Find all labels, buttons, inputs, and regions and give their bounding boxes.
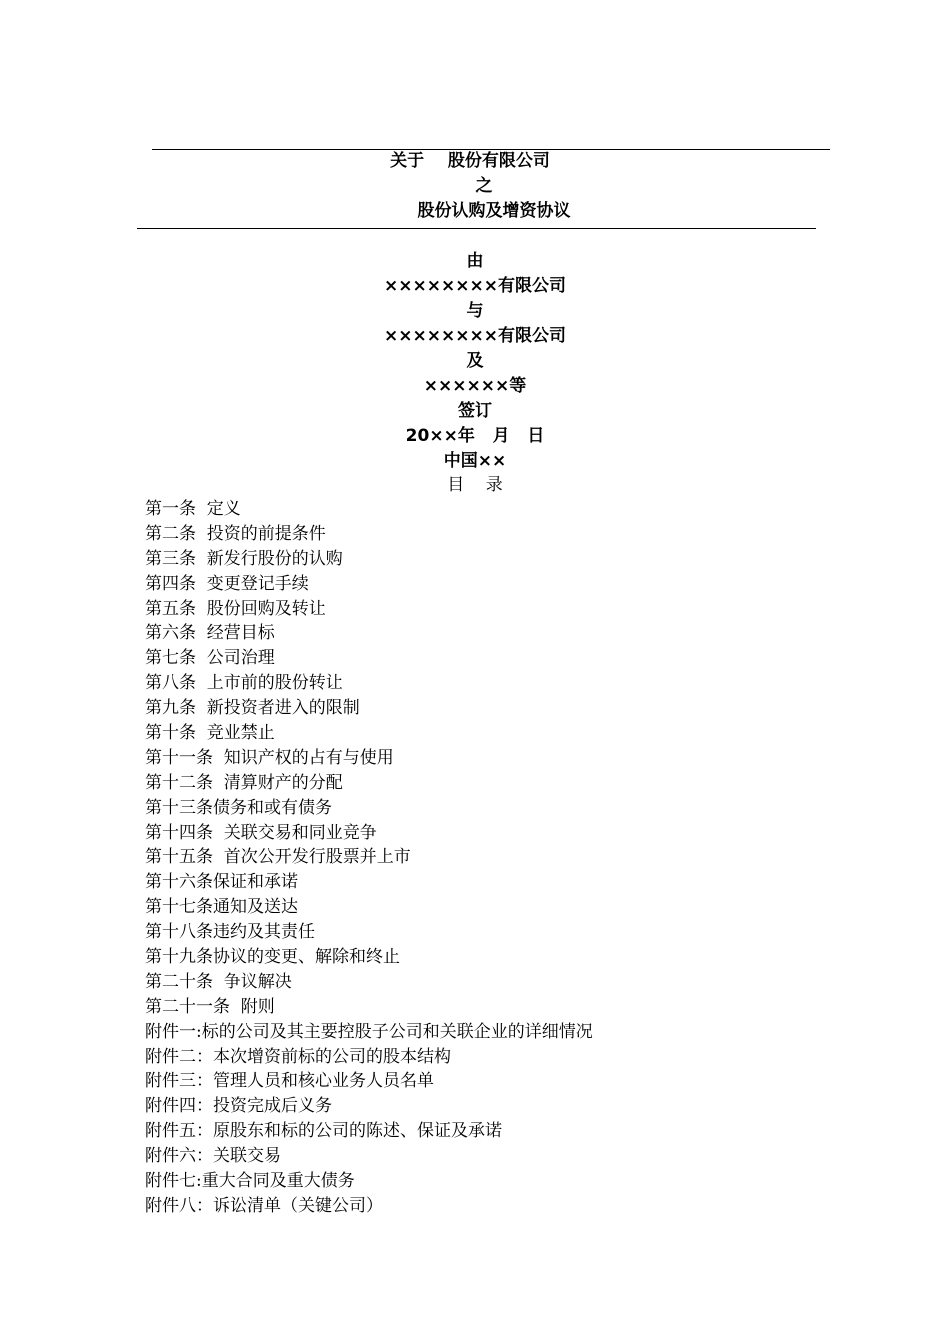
toc-item: 第十二条 清算财产的分配 (145, 772, 343, 793)
toc-heading: 目 录 (447, 475, 503, 495)
toc-item: 第十三条债务和或有债务 (145, 797, 332, 818)
title-bottom-rule (137, 228, 816, 229)
toc-item: 第十七条通知及送达 (145, 897, 298, 918)
toc-item: 第十条 竞业禁止 (145, 723, 275, 744)
title-line-1: 关于 股份有限公司 (390, 151, 550, 171)
toc-item: 第九条 新投资者进入的限制 (145, 698, 360, 719)
and-label: 与 (466, 301, 484, 321)
signing-place: 中国×× (443, 451, 507, 471)
toc-item: 附件一:标的公司及其主要控股子公司和关联企业的详细情况 (145, 1021, 593, 1042)
toc-item: 附件六：关联交易 (145, 1146, 281, 1167)
table-of-contents (145, 497, 593, 1219)
signing-date: 20××年 月 日 (405, 426, 545, 446)
also-label: 及 (466, 351, 484, 371)
toc-item: 第十八条违约及其责任 (145, 922, 315, 943)
toc-item: 第十六条保证和承诺 (145, 872, 298, 893)
toc-item: 第十五条 首次公开发行股票并上市 (145, 847, 411, 868)
toc-item: 附件三：管理人员和核心业务人员名单 (145, 1071, 434, 1092)
toc-item: 第六条 经营目标 (145, 623, 275, 644)
toc-item: 第二十一条 附则 (145, 996, 275, 1017)
toc-item: 第一条 定义 (145, 499, 241, 519)
title-line-2: 之 (475, 176, 493, 196)
toc-item: 第三条 新发行股份的认购 (145, 548, 343, 569)
toc-item: 第十九条协议的变更、解除和终止 (145, 947, 400, 968)
title-line-3: 股份认购及增资协议 (417, 201, 571, 221)
toc-item: 第七条 公司治理 (145, 648, 275, 669)
toc-item: 附件五：原股东和标的公司的陈述、保证及承诺 (145, 1121, 502, 1142)
toc-item: 第二十条 争议解决 (145, 971, 292, 992)
party-1-name: ××××××××有限公司 (384, 276, 566, 296)
party-3-name: ××××××等 (423, 376, 527, 396)
toc-item: 附件八：诉讼清单（关键公司） (145, 1195, 383, 1216)
toc-item: 第五条 股份回购及转让 (145, 598, 326, 619)
toc-item: 第十四条 关联交易和同业竞争 (145, 822, 377, 843)
toc-item: 第十一条 知识产权的占有与使用 (145, 747, 394, 768)
by-label: 由 (466, 251, 484, 271)
toc-item: 第二条 投资的前提条件 (145, 523, 326, 544)
signed-label: 签订 (458, 401, 492, 421)
toc-item: 附件二：本次增资前标的公司的股本结构 (145, 1046, 451, 1067)
toc-item: 第四条 变更登记手续 (145, 573, 309, 594)
toc-item: 附件七:重大合同及重大债务 (145, 1171, 355, 1192)
toc-item: 附件四：投资完成后义务 (145, 1096, 332, 1117)
toc-item: 第八条 上市前的股份转让 (145, 673, 343, 694)
party-2-name: ××××××××有限公司 (384, 326, 566, 346)
